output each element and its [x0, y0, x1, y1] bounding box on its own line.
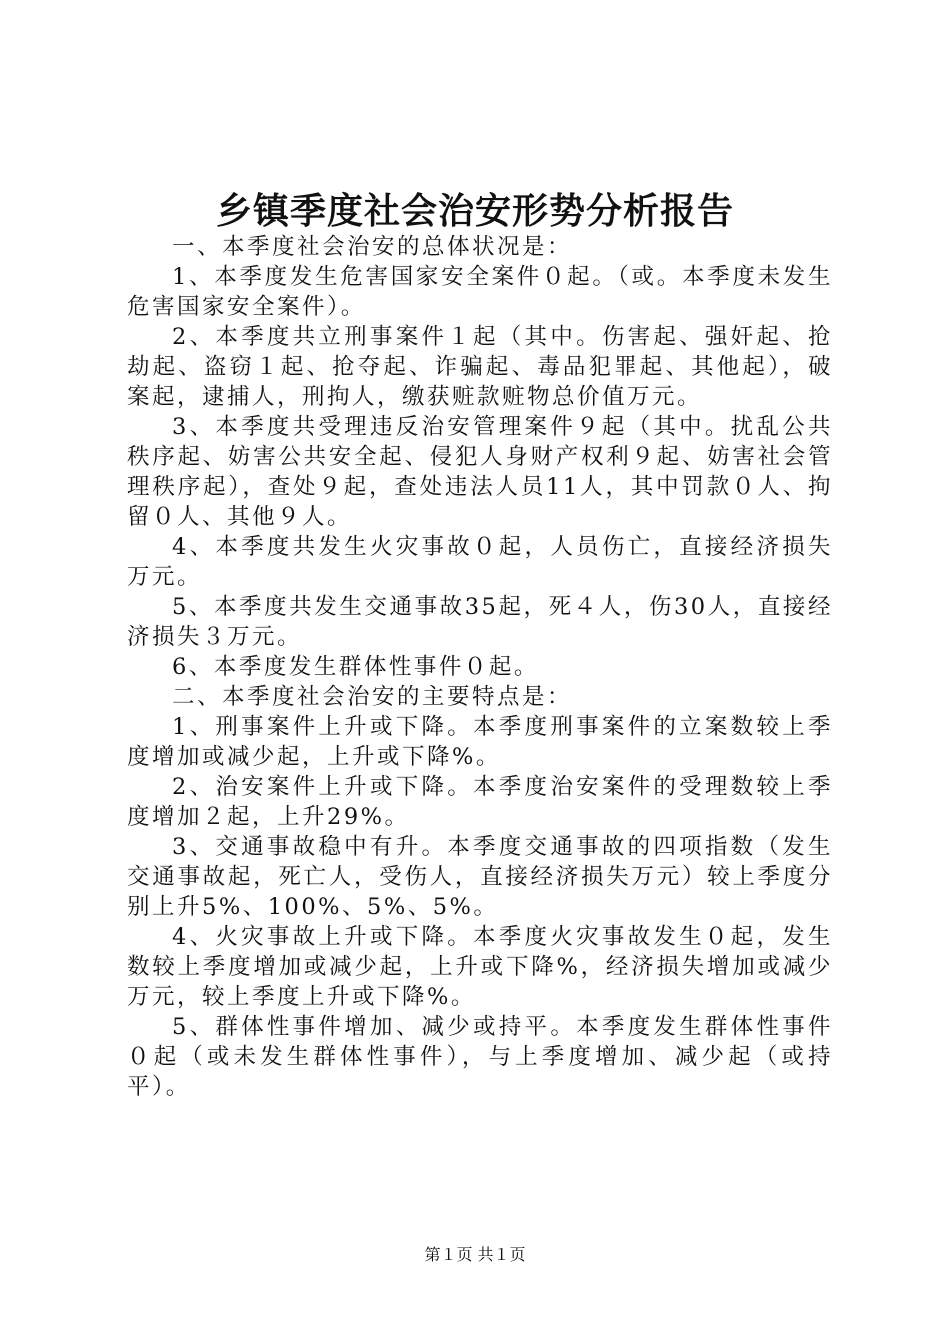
- paragraph-item-2-4: 4、火灾事故上升或下降。本季度火灾事故发生０起，发生数较上季度增加或减少起，上升或下降%，经济损失增加或减少万元，较上季度上升或下降%。: [127, 924, 833, 1010]
- paragraph-item-1-6: 6、本季度发生群体性事件０起。: [172, 654, 539, 680]
- document-title: 乡镇季度社会治安形势分析报告: [215, 190, 734, 232]
- paragraph-section-1-heading: 一、本季度社会治安的总体状况是：: [172, 234, 573, 260]
- paragraph-item-2-3: 3、交通事故稳中有升。本季度交通事故的四项指数（发生交通事故起，死亡人，受伤人，直接经济损失万元）较上季度分别上升5%、100%、5%、5%。: [127, 834, 833, 920]
- paragraph-item-2-5: 5、群体性事件增加、减少或持平。本季度发生群体性事件０起（或未发生群体性事件），与上季度增加、减少起（或持平）。: [127, 1014, 833, 1100]
- paragraph-item-2-1: 1、刑事案件上升或下降。本季度刑事案件的立案数较上季度增加或减少起，上升或下降%。: [127, 714, 833, 770]
- paragraph-section-2-heading: 二、本季度社会治安的主要特点是：: [172, 684, 573, 710]
- paragraph-item-2-2: 2、治安案件上升或下降。本季度治安案件的受理数较上季度增加２起，上升29%。: [127, 774, 833, 830]
- paragraph-item-1-4: 4、本季度共发生火灾事故０起，人员伤亡，直接经济损失万元。: [127, 534, 833, 590]
- paragraph-item-1-3: 3、本季度共受理违反治安管理案件９起（其中。扰乱公共秩序起、妨害公共安全起、侵犯人身财产权利９起、妨害社会管理秩序起），查处９起，查处违法人员11人，其中罚款０人、拘留０人、其他９人。: [127, 414, 833, 530]
- page-footer: 第１页 共１页: [424, 1245, 526, 1264]
- document-body: [127, 232, 833, 1102]
- paragraph-item-1-2: 2、本季度共立刑事案件１起（其中。伤害起、强奸起、抢劫起、盗窃１起、抢夺起、诈骗起、毒品犯罪起、其他起），破案起，逮捕人，刑拘人，缴获赃款赃物总价值万元。: [127, 324, 833, 410]
- paragraph-item-1-5: 5、本季度共发生交通事故35起，死４人，伤30人，直接经济损失３万元。: [127, 594, 833, 650]
- paragraph-item-1-1: 1、本季度发生危害国家安全案件０起。（或。本季度未发生危害国家安全案件）。: [127, 264, 833, 320]
